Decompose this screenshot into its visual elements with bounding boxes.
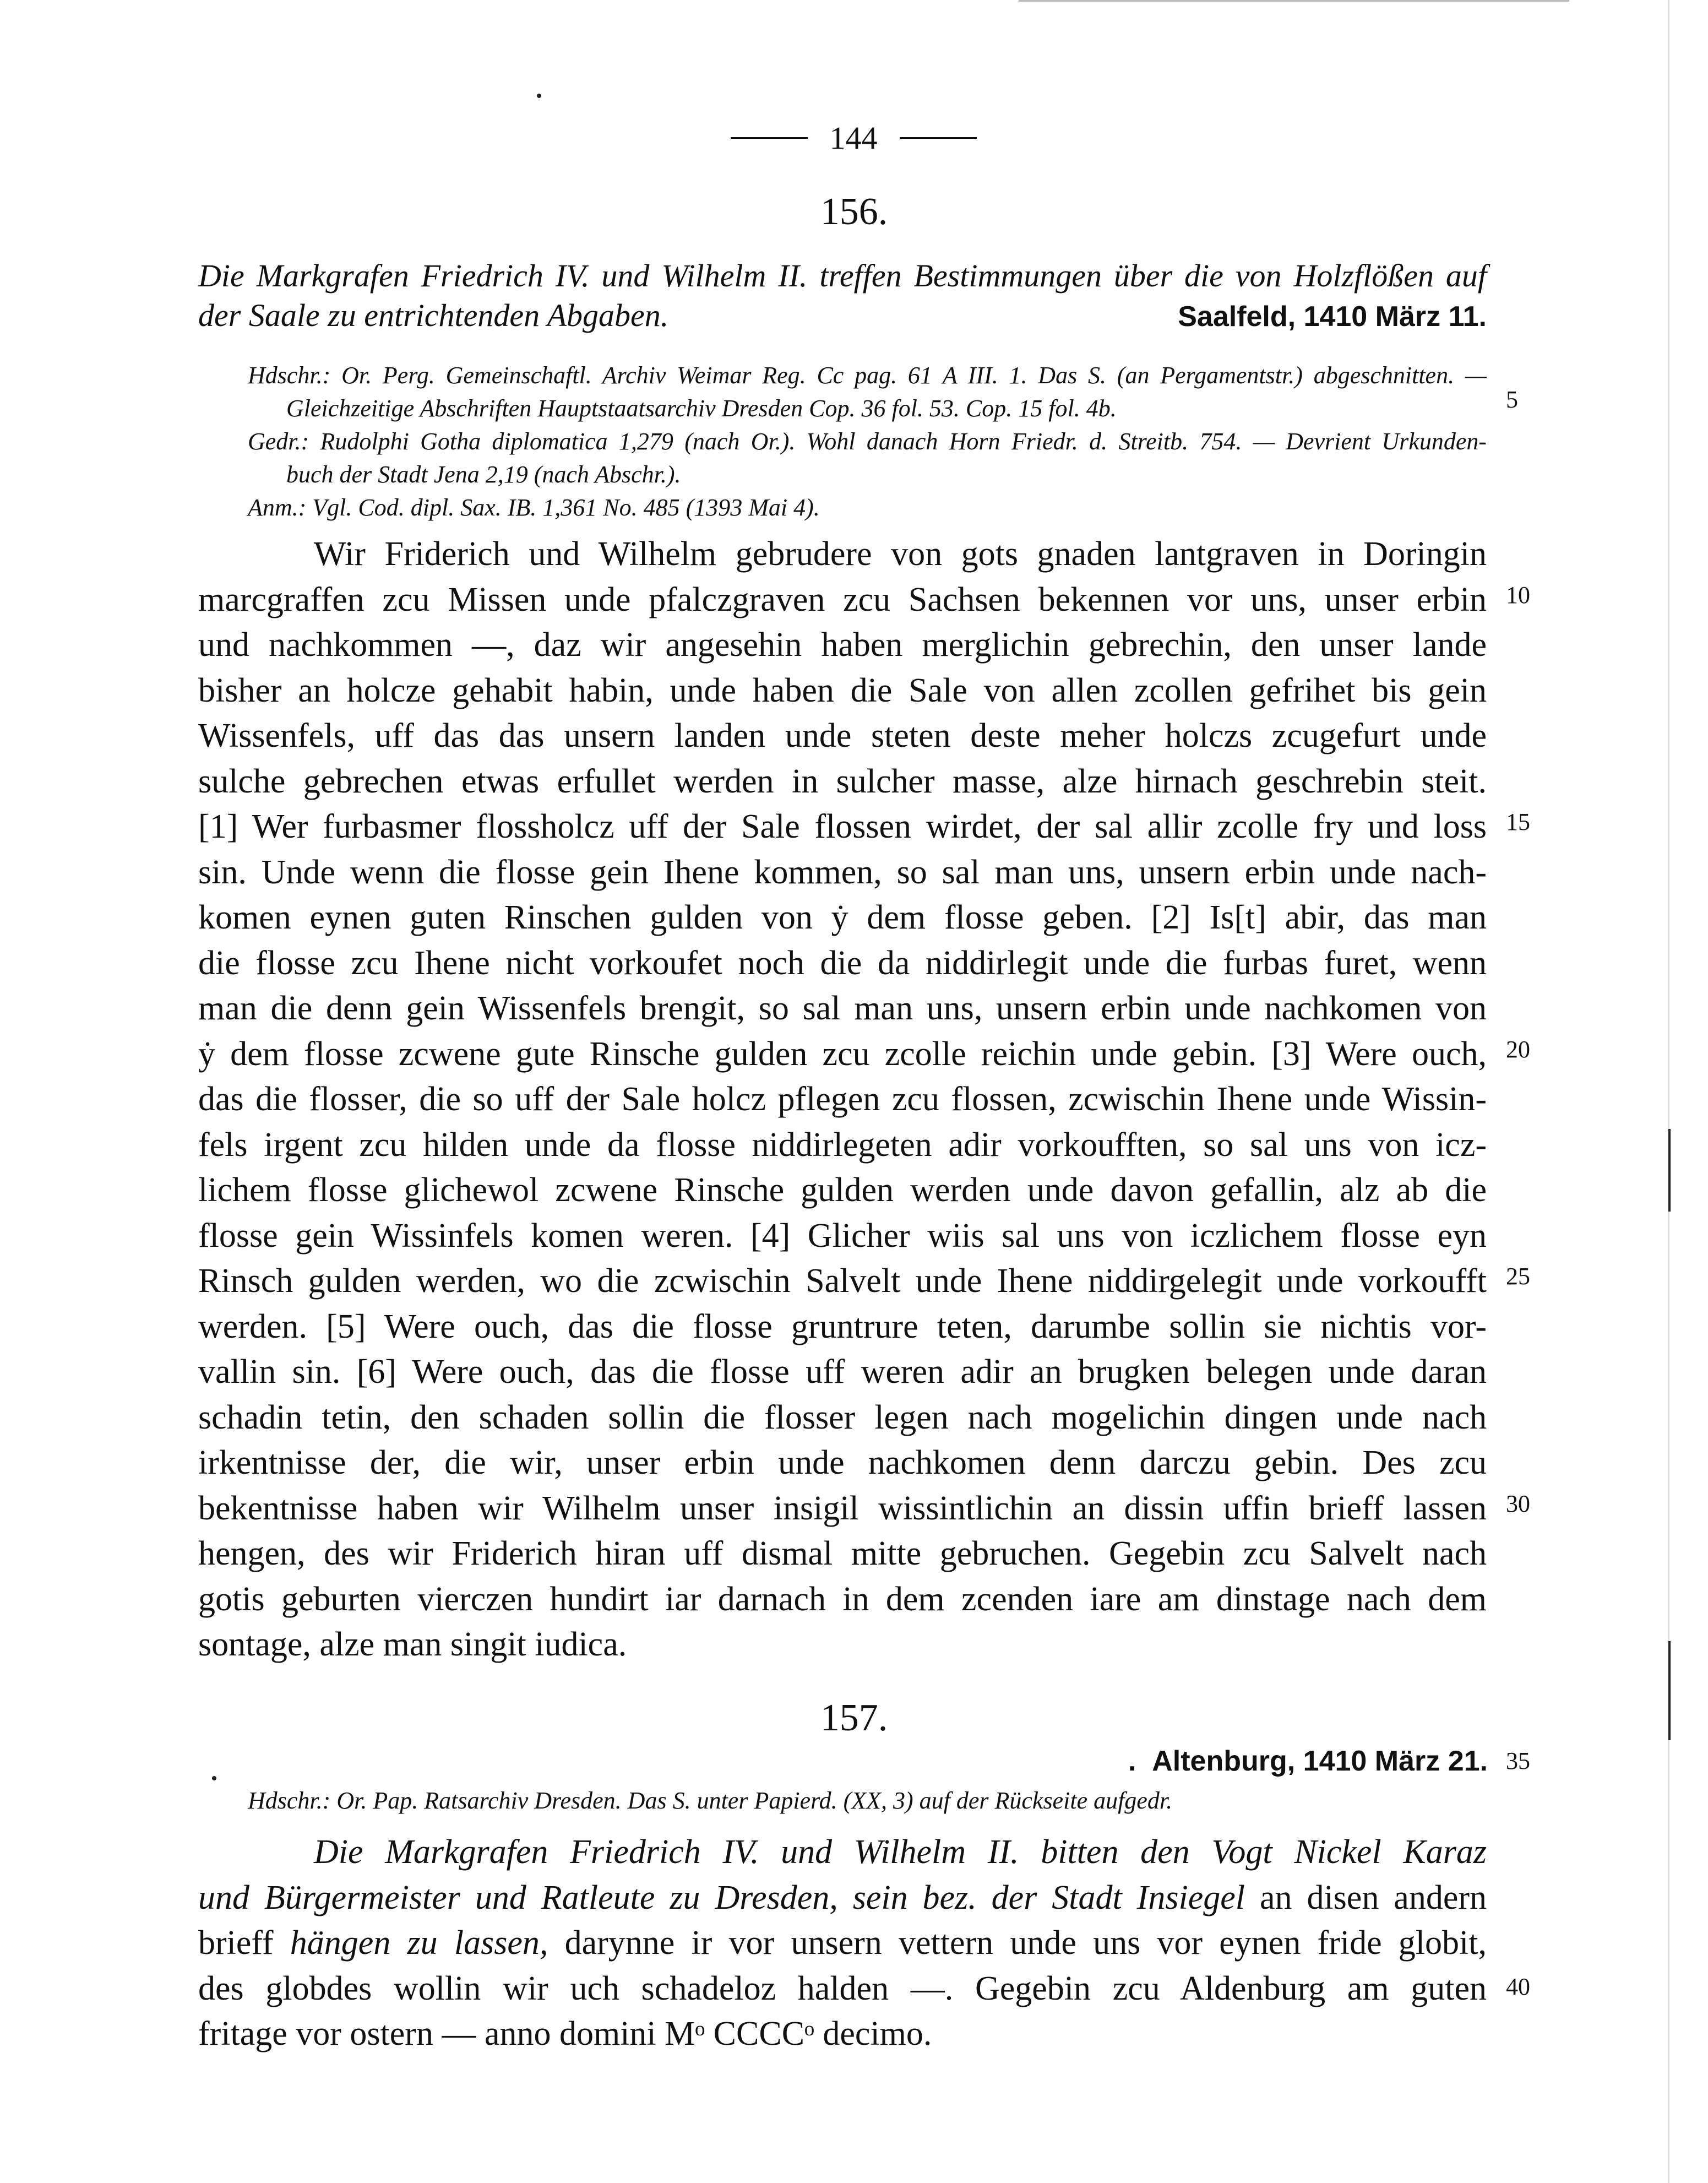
text-line: das die flosser, die so uff der Sale holcz pflegen zcu flossen, zcwischin Ihene unde Wissin-: [198, 1080, 1487, 1118]
text-line: sulche gebrechen etwas erfullet werden in sulcher masse, alze hirnach geschrebin steit.: [198, 762, 1487, 800]
line-number: 15: [1506, 808, 1530, 835]
text-line: [198, 1875, 1487, 1921]
page-number: 144: [829, 120, 878, 156]
text-line: Wir Friderich und Wilhelm gebrudere von gots gnaden lantgraven in Doringin: [314, 535, 1487, 573]
text-line: komen eynen guten Rinschen gulden von ẏ dem flosse geben. [2] Is[t] abir, das man: [198, 899, 1487, 936]
text-line: irkentnisse der, die wir, unser erbin unde nachkomen denn darczu gebin. Des zcu: [198, 1444, 1487, 1481]
text-line: fritage vor ostern — anno domini Mᵒ CCCCᵒ decimo.: [198, 2015, 932, 2052]
text-line: man die denn gein Wissenfels brengit, so sal man uns, unsern erbin unde nachkomen von: [198, 990, 1487, 1027]
text-line: schadin tetin, den schaden sollin die flosser legen nach mogelichin dingen unde nach: [198, 1398, 1487, 1436]
text-line: bekentnisse haben wir Wilhelm unser insigil wissintlichin an dissin uffin brieff lassen: [198, 1489, 1487, 1527]
document-date: Saalfeld, 1410 März 11.: [1178, 301, 1487, 333]
apparatus-156: [248, 359, 1487, 524]
text-line: ẏ dem flosse zcwene gute Rinsche gulden zcu zcolle reichin unde gebin. [3] Were ouch,: [198, 1035, 1487, 1073]
apparatus-line: Gleichzeitige Abschriften Hauptstaatsarchiv Dresden Cop. 36 fol. 53. Cop. 15 fol. 4b.: [286, 395, 1117, 422]
text-line: des globdes wollin wir uch schadeloz halden —. Gegebin zcu Aldenburg am guten: [198, 1969, 1487, 2007]
date-text: Altenburg, 1410 März 21.: [1152, 1745, 1488, 1777]
text-line: werden. [5] Were ouch, das die flosse gruntrure teten, darumbe sollin sie nichtis vor-: [198, 1307, 1487, 1345]
text-line: flosse gein Wissinfels komen weren. [4] Glicher wiis sal uns von iczlichem flosse eyn: [198, 1217, 1487, 1255]
speck: [537, 94, 541, 98]
text-fragment: an disen andern: [1244, 1878, 1487, 1916]
page-header: [688, 116, 1019, 160]
text-line: marcgraffen zcu Missen unde pfalczgraven zcu Sachsen bekennen vor uns, unser erbin: [198, 580, 1487, 618]
text-line: die flosse zcu Ihene nicht vorkoufet noch die da niddirlegit unde die furbas furet, wenn: [198, 944, 1487, 982]
text-fragment: darynne ir vor unsern vettern unde uns vor eynen fride globit,: [548, 1924, 1487, 1962]
margin-mark: [1668, 1129, 1671, 1212]
apparatus-line: Hdschr.: Or. Pap. Ratsarchiv Dresden. Das S. unter Papierd. (XX, 3) auf der Rückseite aufgedr.: [248, 1787, 1173, 1814]
text-line: und nachkommen —, daz wir angesehin haben merglichin gebrechin, den unser lande: [198, 626, 1487, 664]
scan-edge-top: [1019, 0, 1569, 2]
scan-edge-right: [1668, 0, 1669, 2183]
line-number: 40: [1506, 1973, 1530, 2000]
line-number: 5: [1506, 386, 1518, 413]
line-number: 25: [1506, 1263, 1530, 1290]
text-line: lichem flosse glichewol zcwene Rinsche gulden werden unde davon gefallin, alz ab die: [198, 1171, 1487, 1209]
line-number: 35: [1506, 1747, 1530, 1774]
document-date: [1128, 1745, 1488, 1778]
regest-last-line: [198, 296, 1487, 336]
body-text-157: [198, 1829, 1487, 2057]
text-line: fels irgent zcu hilden unde da flosse niddirlegeten adir vorkoufften, so sal uns von icz-: [198, 1126, 1487, 1164]
document-number-156: 156.: [820, 191, 888, 233]
regest-line: der Saale zu entrichtenden Abgaben.: [198, 297, 669, 333]
text-line: sin. Unde wenn die flosse gein Ihene kommen, so sal man uns, unsern erbin unde nach-: [198, 853, 1487, 891]
line-number: 30: [1506, 1490, 1530, 1517]
regest-inline: hängen zu lassen,: [290, 1924, 548, 1962]
text-line: vallin sin. [6] Were ouch, das die flosse uff weren adir an brugken belegen unde daran: [198, 1353, 1487, 1391]
text-line: hengen, des wir Friderich hiran uff dismal mitte gebruchen. Gegebin zcu Salvelt nach: [198, 1535, 1487, 1572]
date-prefix: .: [1128, 1745, 1136, 1777]
header-dash-left: [731, 137, 808, 139]
regest-inline: Die Markgrafen Friedrich IV. und Wilhelm II. bitten den Vogt Nickel Karaz: [314, 1833, 1487, 1871]
apparatus-157: [248, 1784, 1487, 1817]
text-line: sontage, alze man singit iudica.: [198, 1626, 627, 1663]
text-line: gotis geburten vierczen hundirt iar darnach in dem zcenden iare am dinstage nach dem: [198, 1580, 1487, 1618]
text-fragment: brieff: [198, 1924, 290, 1962]
text-line: [1] Wer furbasmer flossholcz uff der Sale flossen wirdet, der sal allir zcolle fry und loss: [198, 808, 1487, 845]
text-line: [198, 1829, 1487, 1875]
text-line: bisher an holcze gehabit habin, unde haben die Sale von allen zcollen gefrihet bis gein: [198, 671, 1487, 709]
apparatus-line: Gedr.: Rudolphi Gotha diplomatica 1,279 (nach Or.). Wohl danach Horn Friedr. d. Streitb. 754. — Devrient Urkunden-: [248, 428, 1487, 455]
line-number: 20: [1506, 1036, 1530, 1063]
body-text-156: [198, 531, 1487, 1668]
text-line: Wissenfels, uff das das unsern landen unde steten deste meher holczs zcugefurt unde: [198, 717, 1487, 754]
regest-156: [198, 256, 1487, 336]
apparatus-line: buch der Stadt Jena 2,19 (nach Abschr.).: [286, 461, 681, 488]
document-number-157: 157.: [820, 1697, 888, 1739]
text-line: Rinsch gulden werden, wo die zcwischin Salvelt unde Ihene niddirgelegit unde vorkoufft: [198, 1262, 1487, 1300]
apparatus-line: Hdschr.: Or. Perg. Gemeinschaftl. Archiv Weimar Reg. Cc pag. 61 A III. 1. Das S. (an Pergamentstr.) abgeschnitten. —: [248, 362, 1487, 389]
regest-inline: und Bürgermeister und Ratleute zu Dresden, sein bez. der Stadt Insiegel: [198, 1878, 1245, 1916]
header-dash-right: [900, 137, 977, 139]
apparatus-line: Anm.: Vgl. Cod. dipl. Sax. IB. 1,361 No. 485 (1393 Mai 4).: [248, 494, 820, 521]
regest-line: Die Markgrafen Friedrich IV. und Wilhelm II. treffen Bestimmungen über die von Holzflößen auf: [198, 258, 1487, 294]
text-line: [198, 1920, 1487, 1966]
speck: [212, 1776, 216, 1780]
line-number: 10: [1506, 582, 1530, 609]
